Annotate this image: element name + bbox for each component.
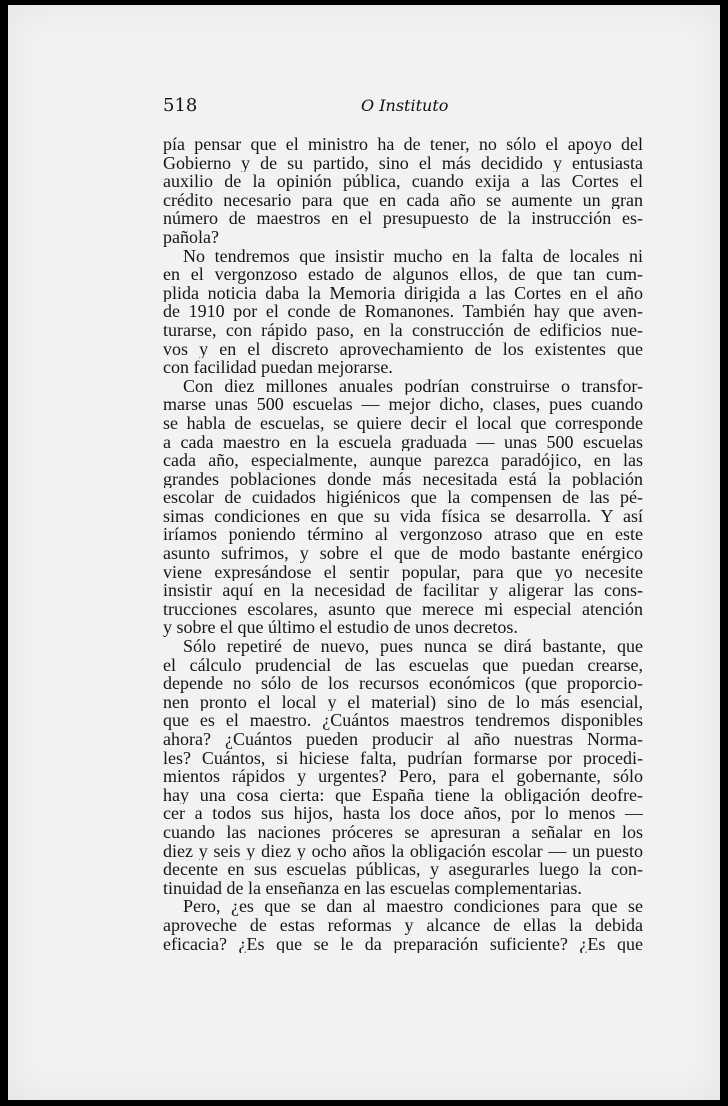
text-line: a cada maestro en la escuela graduada — unas 500 escuelas <box>163 432 643 452</box>
text-line: diez y seis y diez y ocho años la obligación escolar — un puesto <box>163 841 643 861</box>
text-line: con facilidad puedan mejorarse. <box>163 358 393 377</box>
text-line: depende no sólo de los recursos económicos (que proporcio- <box>163 674 643 693</box>
text-line: el cálculo prudencial de las escuelas que puedan crearse, <box>163 655 643 675</box>
document-page <box>8 5 720 1100</box>
text-line: de 1910 por el conde de Romanones. También hay que aven- <box>163 302 643 321</box>
text-line: crédito necesario para que en cada año se aumente un gran <box>163 190 643 210</box>
text-line: turarse, con rápido paso, en la construcción de edificios nue- <box>163 320 643 340</box>
text-line: mientos rápidos y urgentes? Pero, para el gobernante, sólo <box>163 767 643 786</box>
text-line: cer a todos sus hijos, hasta los doce años, por lo menos — <box>163 804 643 823</box>
text-line: número de maestros en el presupuesto de la instrucción es- <box>163 209 643 228</box>
text-line: marse unas 500 escuelas — mejor dicho, clases, pues cuando <box>163 395 643 414</box>
text-line: eficacia? ¿Es que se le da preparación suficiente? ¿Es que <box>163 934 643 954</box>
text-line: Sólo repetiré de nuevo, pues nunca se dirá bastante, que <box>183 637 643 656</box>
text-line: viene expresándose el sentir popular, para que yo necesite <box>163 562 643 582</box>
text-line: y sobre el que último el estudio de unos decretos. <box>163 618 518 638</box>
text-line: en el vergonzoso estado de algunos ellos, de que tan cum- <box>163 265 643 284</box>
text-line: escolar de cuidados higiénicos que la compensen de las pé- <box>163 488 643 507</box>
text-line: aproveche de estas reformas y alcance de ellas la debida <box>163 915 643 935</box>
text-line: cuando las naciones próceres se apresuran a señalar en los <box>163 822 643 842</box>
text-line: No tendremos que insistir mucho en la falta de locales ni <box>183 246 643 266</box>
text-line: trucciones escolares, asunto que merece mi especial atención <box>163 599 643 619</box>
text-line: plida noticia daba la Memoria dirigida a las Cortes en el año <box>163 283 643 303</box>
text-line: asunto sufrimos, y sobre el que de modo bastante enérgico <box>163 544 643 563</box>
text-line: pañola? <box>163 227 219 247</box>
text-line: cada año, especialmente, aunque parezca paradójico, en las <box>163 451 643 470</box>
page-number: 518 <box>163 95 198 116</box>
text-line: Pero, ¿es que se dan al maestro condiciones para que se <box>183 897 643 916</box>
text-line: pía pensar que el ministro ha de tener, no sólo el apoyo del <box>163 135 643 154</box>
text-line: Gobierno y de su partido, sino el más decidido y entusiasta <box>163 153 643 173</box>
page-header <box>163 95 641 121</box>
text-line: Con diez millones anuales podrían construirse o transfor- <box>183 376 643 396</box>
text-line: insistir aquí en la necesidad de facilitar y aligerar las cons- <box>163 581 643 600</box>
text-line: vos y en el discreto aprovechamiento de los existentes que <box>163 339 643 359</box>
text-line: simas condiciones en que su vida física se desarrolla. Y así <box>163 506 643 526</box>
text-line: nen pronto el local y el material) sino de lo más esencial, <box>163 692 643 712</box>
text-line: decente en sus escuelas públicas, y asegurarles luego la con- <box>163 860 643 879</box>
text-line: grandes poblaciones donde más necesitada está la población <box>163 469 643 489</box>
text-line: hay una cosa cierta: que España tiene la obligación deofre- <box>163 785 643 805</box>
text-line: tinuidad de la enseñanza en las escuelas complementarias. <box>163 878 582 898</box>
text-line: les? Cuántos, si hiciese falta, pudrían formarse por procedi- <box>163 748 643 768</box>
body-text <box>163 135 643 953</box>
text-line: que es el maestro. ¿Cuántos maestros tendremos disponibles <box>163 711 643 730</box>
running-title: O Instituto <box>361 96 449 115</box>
text-line: iríamos poniendo término al vergonzoso atraso que en este <box>163 525 643 545</box>
text-line: se habla de escuelas, se quiere decir el local que corresponde <box>163 413 643 433</box>
text-line: auxilio de la opinión pública, cuando exija a las Cortes el <box>163 172 643 191</box>
text-line: ahora? ¿Cuántos pueden producir al año nuestras Norma- <box>163 730 643 749</box>
